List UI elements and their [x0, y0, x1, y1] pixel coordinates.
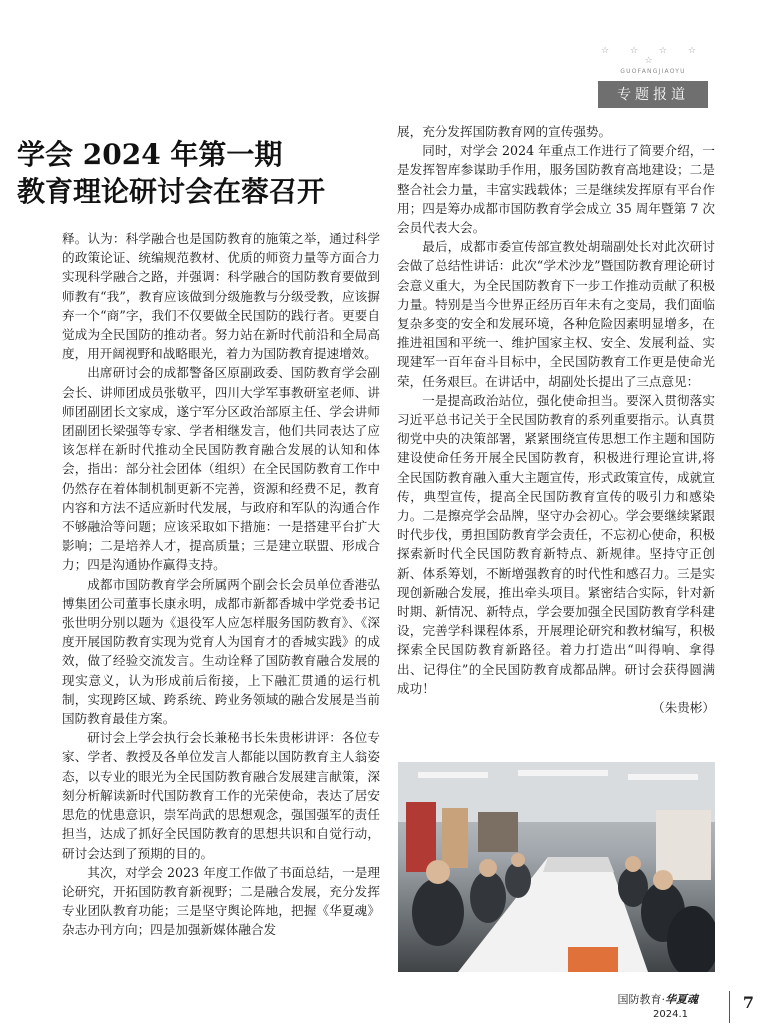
paragraph: 同时，对学会 2024 年重点工作进行了简要介绍，一是发挥智库参谋助手作用，服务国防教育高地建设；二是整合社会力量，丰富实践载体；三是继续发挥原有平台作用；四是筹办成都市国防教育学会成立 35 周年暨第 7 次会员代表大会。	[397, 143, 715, 236]
page-footer	[554, 991, 754, 1027]
footer-divider	[729, 991, 730, 1023]
paragraph: 出席研讨会的成都警备区原副政委、国防教育学会副会长、讲师团成员张敬平，四川大学军事教研室老师、讲师团副团长文家成，遂宁军分区政治部原主任、学会讲师团副团长梁强等专家、学者相继发言，他们共同表达了应该怎样在新时代推动全民国防教育融合发展的认知和体会，指出：部分社会团体（组织）在全民国防教育工作中仍然存在着体制机制更新不完善，资源和经费不足，教育内容和方法不适应新时代发展，与政府和军队的沟通合作不够融洽等问题；应该采取如下措施：一是搭建平台扩大影响；二是培养人才，提高质量；三是建立联盟、形成合力；四是沟通协作赢得支持。	[62, 365, 380, 573]
footer-issue: 2024.1	[653, 1009, 688, 1020]
page-number: 7	[742, 993, 754, 1012]
article-column-right	[397, 122, 715, 742]
article-author: （朱贵彬）	[652, 700, 715, 716]
section-header	[598, 46, 708, 108]
footer-source-label: 国防教育	[617, 993, 662, 1006]
paragraph: 研讨会上学会执行会长兼秘书长朱贵彬讲评：各位专家、学者、教授及各单位发言人都能以国防教育主人翁姿态，以专业的眼光为全民国防教育融合发展建言献策，深刻分析解读新时代国防教育工作的光荣使命，表达了居安思危的忧患意识，崇军尚武的思想观念，强国强军的责任担当，达成了抓好全民国防教育的思想共识和自觉行动，研讨会达到了预期的目的。	[62, 730, 380, 861]
paragraph: 成都市国防教育学会所属两个副会长会员单位香港弘博集团公司董事长康永明，成都市新都香城中学党委书记张世明分别以题为《退役军人应怎样服务国防教育》、《深度开展国防教育实现为党育人为国育才的香城实践》的成效，做了经验交流发言。生动诠释了国防教育融合发展的现实意义，认为形成前后衔接，上下融汇贯通的运行机制，实现跨区域、跨系统、跨业务领域的融合发展是当前国防教育最佳方案。	[62, 576, 380, 727]
seminar-photo	[398, 762, 715, 972]
footer-dot: ·	[661, 993, 665, 1006]
star-row-icon: ☆ ☆ ☆ ☆ ☆	[601, 46, 705, 66]
footer-source	[618, 991, 699, 1007]
seminar-photo-illustration	[398, 762, 715, 972]
section-pinyin: GUOFANGJIAOYU	[620, 68, 686, 75]
article-title	[17, 136, 389, 210]
paragraph: 展，充分发挥国防教育网的宣传强势。	[397, 124, 612, 139]
section-badge: 专题报道	[598, 81, 708, 108]
paragraph: 最后，成都市委宣传部宣教处胡瑞副处长对此次研讨会做了总结性讲话：此次“学术沙龙”暨国防教育理论研讨会意义重大，为全民国防教育下一步工作推动贡献了积极力量。特别是当今世界正经历百年未有之变局，我们面临复杂多变的安全和发展环境，各种危险因素明显增多，在推进祖国和平统一、维护国家主权、安全、发展利益、实现建军一百年奋斗目标中，全民国防教育工作更是使命光荣，任务艰巨。在讲话中，胡副处长提出了三点意见：	[397, 239, 715, 389]
paragraph: 释。认为：科学融合也是国防教育的施策之举，通过科学的政策论证、统编规范教材、优质的师资力量等方面合力实现科学融合之路，并强调：科学融合的国防教育要做到师教有“我”，教育应该做到分级施教与分级受教，应该摒弃一个“商”字，我们不仅要做全民国防的践行者。更要自觉成为全民国防的推动者。努力站在新时代前沿和全局高度，用开阔视野和战略眼光，着力为国防教育提速增效。	[62, 231, 380, 362]
paragraph: 其次，对学会 2023 年度工作做了书面总结，一是理论研究，开拓国防教育新视野；二是融合发展，充分发挥专业团队教育功能；三是坚守舆论阵地，把握《华夏魂》杂志办刊方向；四是加强新媒体融合发	[62, 864, 380, 938]
footer-magazine: 华夏魂	[665, 993, 698, 1006]
article-column-left	[62, 229, 380, 981]
paragraph: 一是提高政治站位，强化使命担当。要深入贯彻落实习近平总书记关于全民国防教育的系列重要指示。认真贯彻党中央的决策部署，紧紧围绕宣传思想工作主题和国防建设使命任务开展全民国防教育，积极进行理论宣讲,将全民国防教育融入重大主题宣传，形式政策宣传，成就宣传，典型宣传，提高全民国防教育宣传的吸引力和感染力。二是擦亮学会品牌，坚守办会初心。学会要继续紧跟时代步伐，勇担国防教育学会责任，不忘初心使命，积极探索新时代全民国防教育新特点、新规律。坚持守正创新、体系筹划，不断增强教育的时代性和感召力。三是实现创新融合发展，推出牵头项目。紧密结合实际，针对新时期、新情况、新特点，学会要加强全民国防教育学科建设，完善学科课程体系，开展理论研究和教材编写，积极探索全民国防教育新路径。着力打造出“叫得响、拿得出、记得住”的全民国防教育成都品牌。研讨会获得圆满成功！	[397, 392, 715, 696]
title-line-2: 教育理论研讨会在蓉召开	[17, 175, 326, 208]
title-line-1: 学会 2024 年第一期	[17, 138, 283, 171]
